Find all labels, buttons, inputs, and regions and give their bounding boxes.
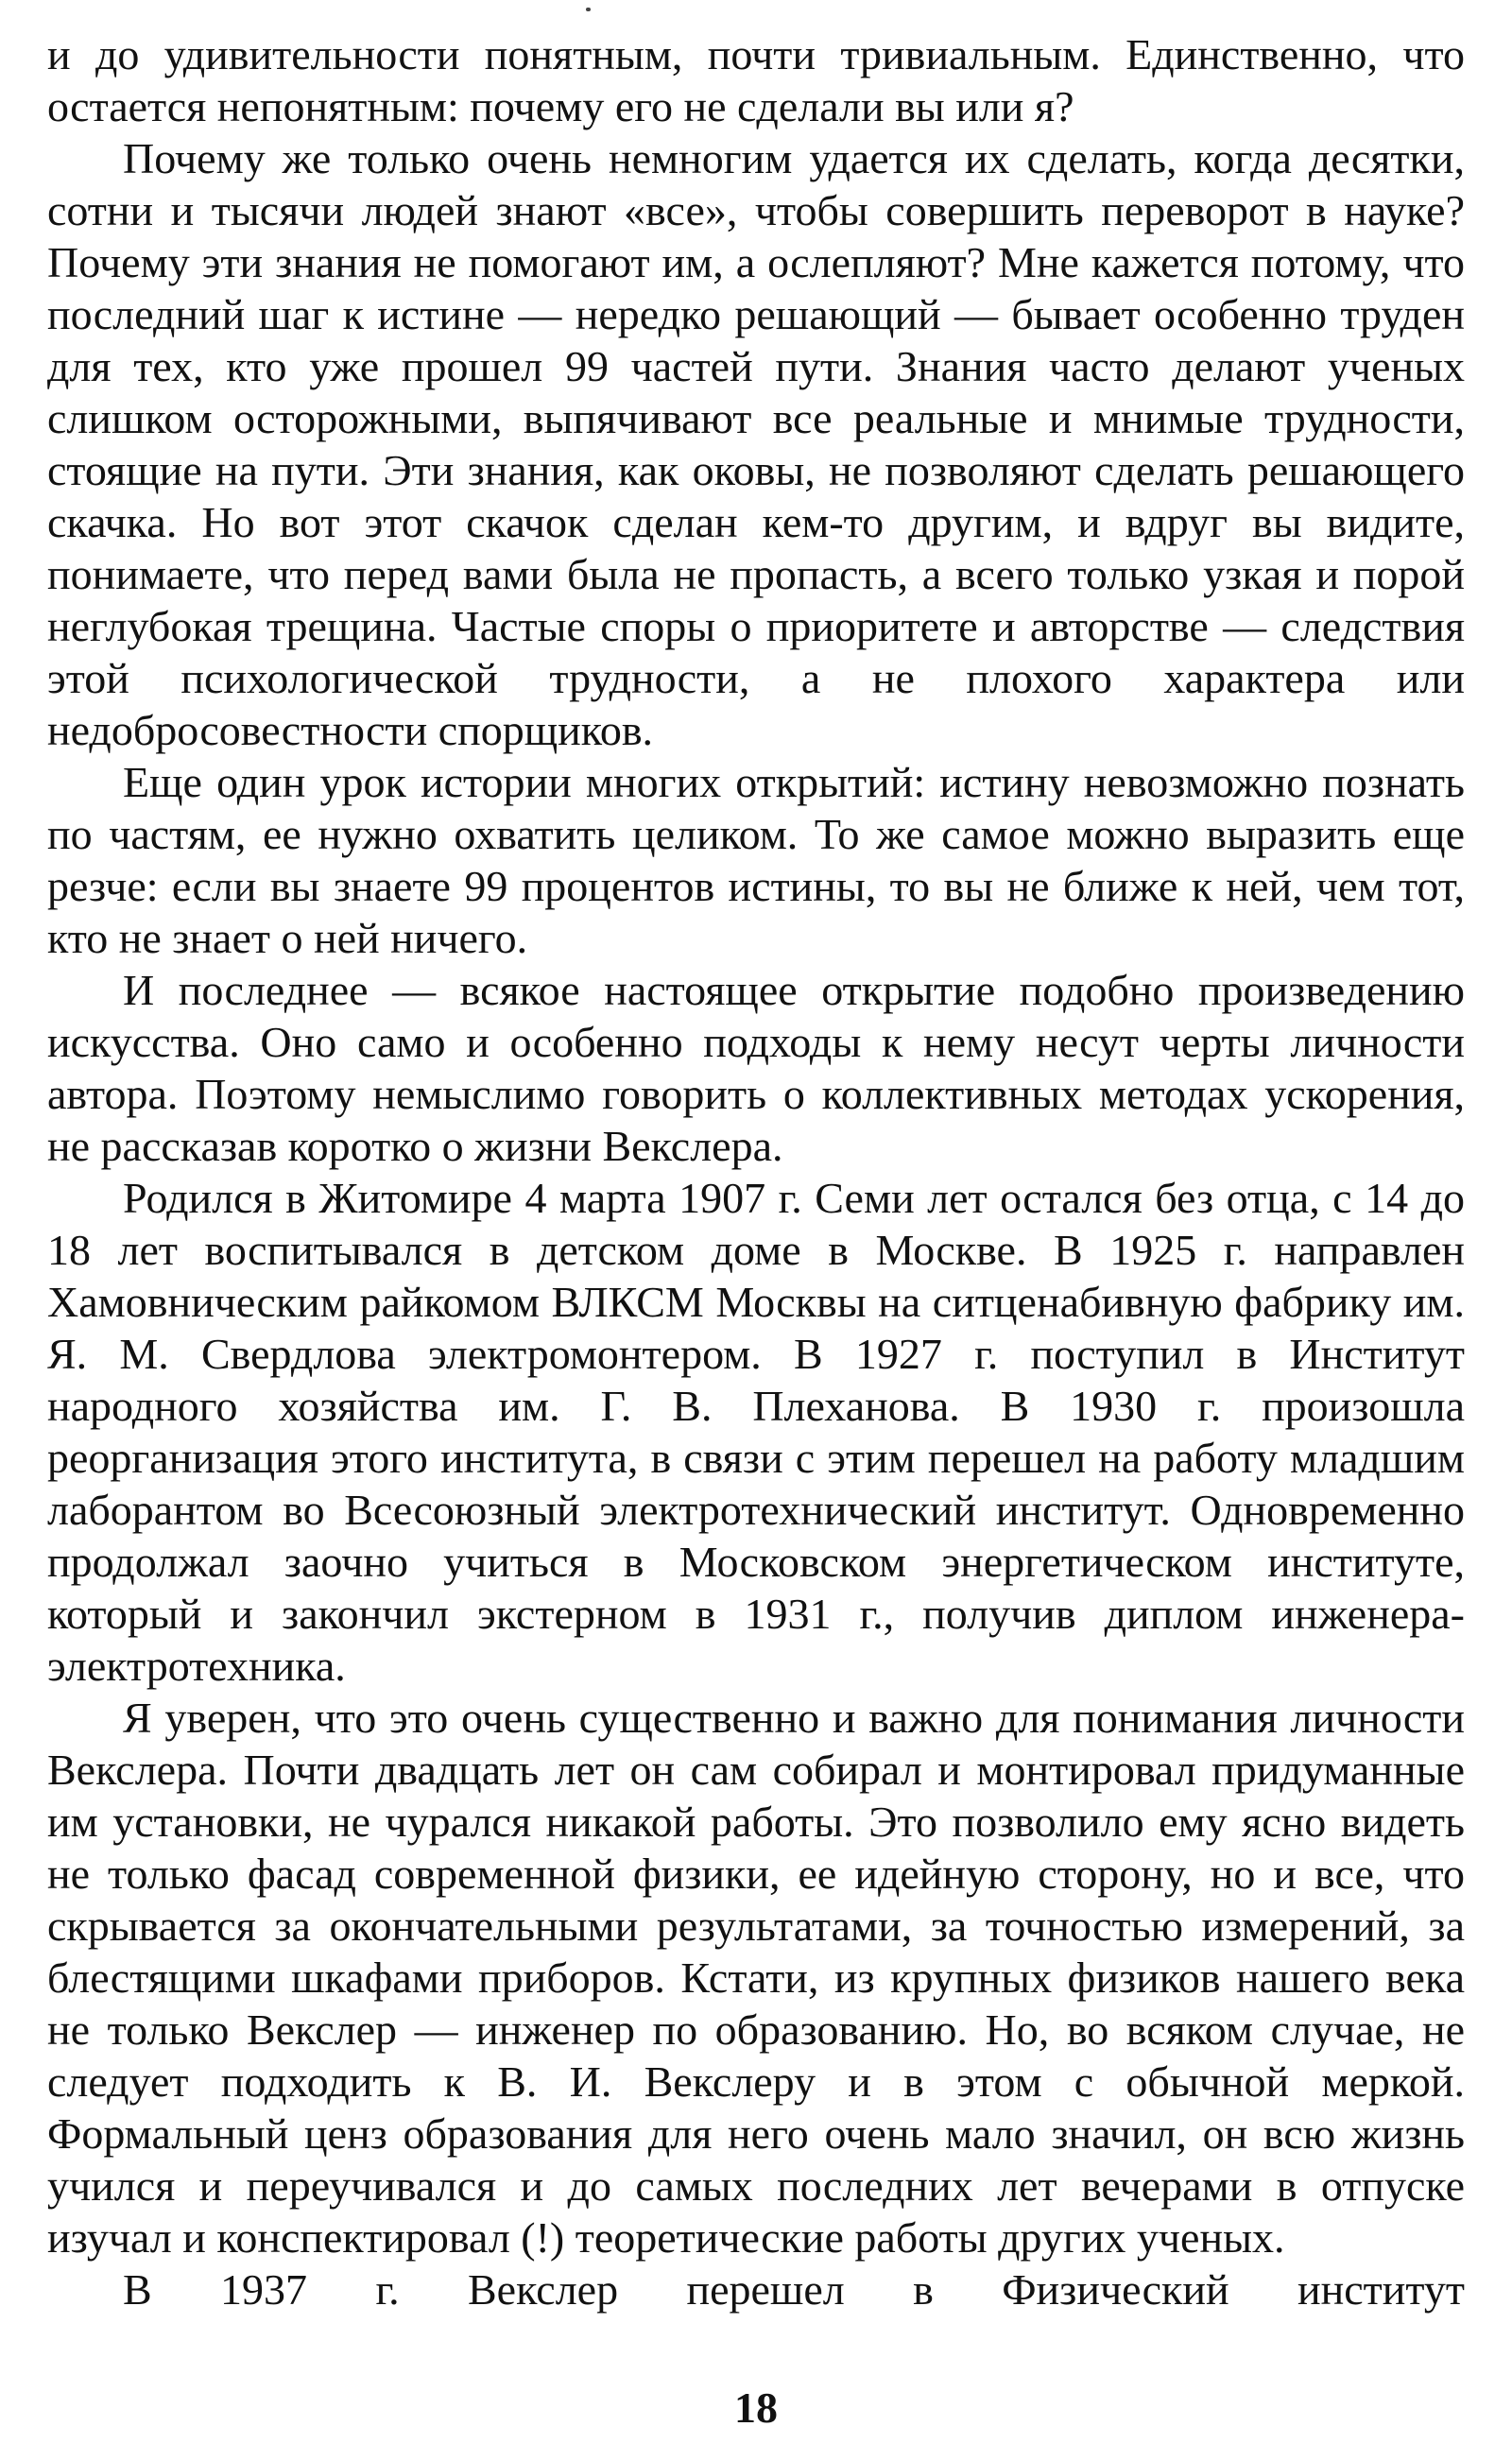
paragraph-truth-whole: Еще один урок истории многих открытий: истину невозможно познать по частям, ее нужно охватить целиком. То же самое можно выразить еще резче: если вы знаете 99 процентов истины, то вы не ближе к ней, чем тот, кто не знает о ней ничего.	[47, 758, 1465, 962]
paragraph-biography: Родился в Житомире 4 марта 1907 г. Семи лет остался без отца, с 14 до 18 лет воспитывался в детском доме в Москве. В 1925 г. направлен Хамовническим райкомом ВЛКСМ Москвы на ситценабивную фабрику им. Я. М. Свердлова электромонтером. В 1927 г. поступил в Институт народного хозяйства им. Г. В. Плеханова. В 1930 г. произошла реорганизация этого института, в связи с этим перешел на работу младшим лаборантом во Всесоюзный электротехнический институт. Одновременно продолжал заочно учиться в Московском энергетическом институте, который и закончил экстерном в 1931 г., получив диплом инженера-электротехника.	[47, 1174, 1465, 1690]
paragraph-knowledge-blinds: Почему же только очень немногим удается их сделать, когда десятки, сотни и тысячи людей знают «все», чтобы совершить переворот в науке? Почему эти знания не помогают им, а ослепляют? Мне кажется потому, что последний шаг к истине — нередко решающий — бывает особенно труден для тех, кто уже прошел 99 частей пути. Знания часто делают ученых слишком осторожными, выпячивают все реальные и мнимые трудности, стоящие на пути. Эти знания, как оковы, не позволяют сделать решающего скачка. Но вот этот скачок сделан кем-то другим, и вдруг вы видите, понимаете, что перед вами была не пропасть, а всего только узкая и порой неглубокая трещина. Частые споры о приоритете и авторстве — следствия этой психологической трудности, а не плохого характера или недобросовестности спорщиков.	[47, 134, 1465, 754]
page-number: 18	[734, 2384, 778, 2432]
page-text-block	[47, 28, 1465, 2315]
paragraph-continuation: и до удивительности понятным, почти тривиальным. Единственно, что остается непонятным: почему его не сделали вы или я?	[47, 30, 1465, 130]
print-speck	[586, 8, 591, 11]
paragraph-personality: Я уверен, что это очень существенно и важно для понимания личности Векслера. Почти двадцать лет он сам собирал и монтировал придуманные им установки, не чурался никакой работы. Это позволило ему ясно видеть не только фасад современной физики, ее идейную сторону, но и все, что скрывается за окончательными результатами, за точностью измерений, за блестящими шкафами приборов. Кстати, из крупных физиков нашего века не только Векслер — инженер по образованию. Но, во всяком случае, не следует подходить к В. И. Векслеру и в этом с обычной меркой. Формальный ценз образования для него очень мало значил, он всю жизнь учился и переучивался и до самых последних лет вечерами в отпуске изучал и конспектировал (!) теоретические работы других ученых.	[47, 1694, 1465, 2262]
paragraph-discovery-art: И последнее — всякое настоящее открытие подобно произведению искусства. Оно само и особенно подходы к нему несут черты личности автора. Поэтому немыслимо говорить о коллективных методах ускорения, не рассказав коротко о жизни Векслера.	[47, 966, 1465, 1170]
paragraph-1937: В 1937 г. Векслер перешел в Физический институт	[123, 2265, 1465, 2314]
